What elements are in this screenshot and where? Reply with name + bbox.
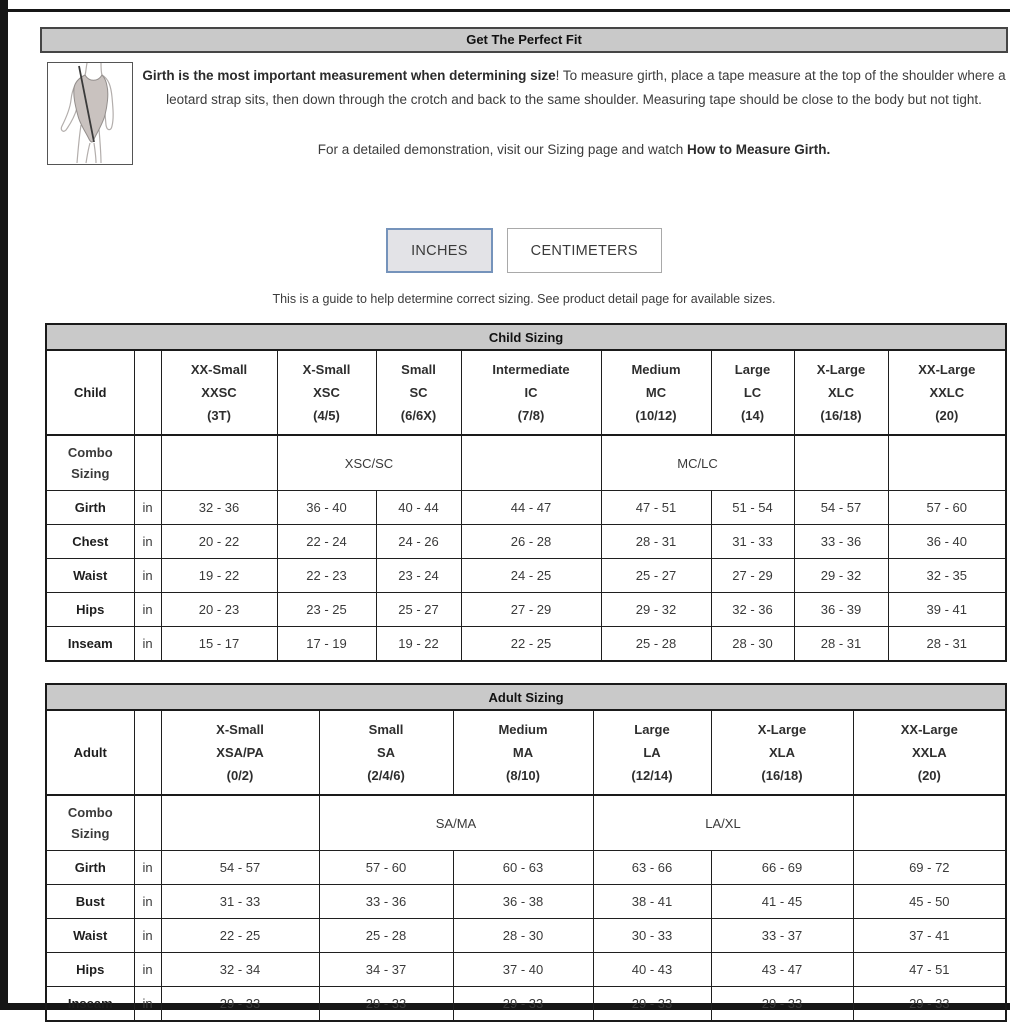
page-frame-top [8, 9, 1010, 12]
value-cell: 24 - 25 [461, 559, 601, 593]
size-range: (7/8) [517, 408, 545, 423]
size-range: (4/5) [313, 408, 340, 423]
size-code: SC [409, 385, 428, 400]
value-cell: 57 - 60 [888, 491, 1006, 525]
unit-cell: in [134, 559, 161, 593]
row-label: Girth [46, 491, 134, 525]
adult-column-headers [46, 710, 1006, 795]
child-inseam-row [46, 627, 1006, 662]
row-label: Inseam [46, 987, 134, 1022]
value-cell: 17 - 19 [277, 627, 376, 662]
child-girth-row [46, 491, 1006, 525]
value-cell: 30 - 33 [593, 919, 711, 953]
value-cell: 27 - 29 [461, 593, 601, 627]
value-cell: 25 - 28 [601, 627, 711, 662]
value-cell: 32 - 36 [711, 593, 794, 627]
value-cell: 34 - 37 [319, 953, 453, 987]
size-name: X-Large [816, 362, 866, 377]
child-chest-row [46, 525, 1006, 559]
value-cell: 25 - 28 [319, 919, 453, 953]
col-x-large-child [794, 350, 888, 435]
value-cell: 24 - 26 [376, 525, 461, 559]
col-x-small-child [277, 350, 376, 435]
unit-toggle [40, 228, 1008, 273]
size-range: (12/14) [631, 768, 673, 783]
size-name: XX-Large [918, 362, 976, 377]
empty-cell [134, 795, 161, 851]
row-label: Girth [46, 851, 134, 885]
value-cell: 37 - 41 [853, 919, 1006, 953]
demo-bold: How to Measure Girth. [686, 142, 831, 157]
empty-cell [161, 795, 319, 851]
value-cell: 54 - 57 [161, 851, 319, 885]
size-code: LA [643, 745, 661, 760]
row-label: Inseam [46, 627, 134, 662]
adult-combo-row [46, 795, 1006, 851]
size-name: Large [734, 362, 771, 377]
child-hips-row [46, 593, 1006, 627]
value-cell: 54 - 57 [794, 491, 888, 525]
combo-group: MC/LC [601, 435, 794, 491]
row-label: Chest [46, 525, 134, 559]
value-cell: 29 - 33 [319, 987, 453, 1022]
value-cell: 33 - 36 [319, 885, 453, 919]
combo-sizing-label: Combo Sizing [46, 795, 134, 851]
value-cell: 45 - 50 [853, 885, 1006, 919]
value-cell: 23 - 25 [277, 593, 376, 627]
size-code: SA [376, 745, 396, 760]
col-x-large-adult [711, 710, 853, 795]
combo-group: XSC/SC [277, 435, 461, 491]
value-cell: 66 - 69 [711, 851, 853, 885]
child-column-headers [46, 350, 1006, 435]
intro-paragraph [140, 62, 1008, 162]
value-cell: 51 - 54 [711, 491, 794, 525]
empty-cell [134, 435, 161, 491]
value-cell: 15 - 17 [161, 627, 277, 662]
size-range: (3T) [207, 408, 231, 423]
adult-inseam-row [46, 987, 1006, 1022]
size-range: (8/10) [506, 768, 540, 783]
adult-sizing-table [45, 683, 1007, 1022]
unit-cell: in [134, 953, 161, 987]
size-name: XX-Large [900, 722, 958, 737]
col-medium-adult [453, 710, 593, 795]
value-cell: 19 - 22 [161, 559, 277, 593]
size-code: XSA/PA [216, 745, 264, 760]
value-cell: 29 - 33 [453, 987, 593, 1022]
value-cell: 28 - 31 [601, 525, 711, 559]
child-combo-row [46, 435, 1006, 491]
size-range: (16/18) [820, 408, 862, 423]
adult-girth-row [46, 851, 1006, 885]
size-range: (14) [740, 408, 765, 423]
size-range: (6/6X) [400, 408, 437, 423]
unit-cell: in [134, 593, 161, 627]
value-cell: 31 - 33 [161, 885, 319, 919]
value-cell: 29 - 33 [593, 987, 711, 1022]
size-code: XXLC [929, 385, 965, 400]
value-cell: 25 - 27 [376, 593, 461, 627]
size-name: Large [634, 722, 670, 737]
size-name: Small [368, 722, 404, 737]
intro-lead-rest: ! To measure girth, place a tape measure at the top of the shoulder where a leotard strap sits, then down through the crotch and back to the same shoulder. Measuring tape should be close to the body but not tight. [166, 68, 1006, 107]
col-large-adult [593, 710, 711, 795]
value-cell: 29 - 32 [601, 593, 711, 627]
unit-cell: in [134, 851, 161, 885]
value-cell: 31 - 33 [711, 525, 794, 559]
demo-text: For a detailed demonstration, visit our Sizing page and watch [317, 142, 687, 157]
child-section-title: Child Sizing [46, 324, 1006, 350]
col-xx-large-adult [853, 710, 1006, 795]
value-cell: 32 - 36 [161, 491, 277, 525]
intro-section [40, 62, 1008, 212]
unit-cell: in [134, 919, 161, 953]
value-cell: 39 - 41 [888, 593, 1006, 627]
value-cell: 37 - 40 [453, 953, 593, 987]
value-cell: 22 - 25 [461, 627, 601, 662]
child-waist-row [46, 559, 1006, 593]
combo-group: SA/MA [319, 795, 593, 851]
col-xx-small-child [161, 350, 277, 435]
size-range: (16/18) [761, 768, 803, 783]
adult-section-title: Adult Sizing [46, 684, 1006, 710]
guide-note: This is a guide to help determine correct sizing. See product detail page for available sizes. [272, 292, 776, 306]
col-intermediate-child [461, 350, 601, 435]
unit-cell: in [134, 885, 161, 919]
value-cell: 20 - 22 [161, 525, 277, 559]
col-xx-large-child [888, 350, 1006, 435]
size-code: XLA [769, 745, 795, 760]
empty-cell [888, 435, 1006, 491]
size-code: XSC [313, 385, 340, 400]
value-cell: 69 - 72 [853, 851, 1006, 885]
value-cell: 60 - 63 [453, 851, 593, 885]
intro-lead-bold: Girth is the most important measurement when determining size [142, 68, 556, 83]
size-code: XXSC [201, 385, 237, 400]
empty-cell [461, 435, 601, 491]
value-cell: 25 - 27 [601, 559, 711, 593]
size-range: (10/12) [635, 408, 677, 423]
col-small-child [376, 350, 461, 435]
size-code: IC [524, 385, 538, 400]
value-cell: 36 - 40 [888, 525, 1006, 559]
row-label: Hips [46, 593, 134, 627]
size-code: XLC [828, 385, 854, 400]
value-cell: 47 - 51 [853, 953, 1006, 987]
adult-hips-row [46, 953, 1006, 987]
size-name: Small [401, 362, 436, 377]
size-name: X-Small [216, 722, 264, 737]
empty-cell [853, 795, 1006, 851]
value-cell: 47 - 51 [601, 491, 711, 525]
value-cell: 22 - 24 [277, 525, 376, 559]
unit-cell: in [134, 525, 161, 559]
value-cell: 33 - 36 [794, 525, 888, 559]
value-cell: 36 - 38 [453, 885, 593, 919]
empty-cell [161, 435, 277, 491]
row-label: Bust [46, 885, 134, 919]
value-cell: 29 - 32 [794, 559, 888, 593]
value-cell: 41 - 45 [711, 885, 853, 919]
size-code: XXLA [911, 745, 947, 760]
size-range: (0/2) [226, 768, 254, 783]
value-cell: 36 - 40 [277, 491, 376, 525]
value-cell: 22 - 23 [277, 559, 376, 593]
size-name: Intermediate [492, 362, 570, 377]
combo-sizing-label: Combo Sizing [46, 435, 134, 491]
size-code: MC [645, 385, 667, 400]
sizing-guide-page [40, 27, 1008, 1022]
value-cell: 28 - 31 [888, 627, 1006, 662]
value-cell: 28 - 31 [794, 627, 888, 662]
size-name: X-Small [302, 362, 351, 377]
empty-cell [794, 435, 888, 491]
centimeters-button[interactable]: CENTIMETERS [507, 228, 662, 273]
child-row-label-header: Child [46, 350, 134, 435]
girth-measurement-illustration [47, 62, 133, 165]
size-name: XX-Small [190, 362, 248, 377]
size-range: (20) [935, 408, 959, 423]
size-name: Medium [631, 362, 681, 377]
adult-row-label-header: Adult [46, 710, 134, 795]
value-cell: 63 - 66 [593, 851, 711, 885]
unit-cell: in [134, 987, 161, 1022]
value-cell: 26 - 28 [461, 525, 601, 559]
combo-group: LA/XL [593, 795, 853, 851]
value-cell: 36 - 39 [794, 593, 888, 627]
value-cell: 29 - 33 [853, 987, 1006, 1022]
col-large-child [711, 350, 794, 435]
page-title: Get The Perfect Fit [40, 27, 1008, 53]
demo-line [140, 138, 1008, 162]
row-label: Hips [46, 953, 134, 987]
value-cell: 28 - 30 [711, 627, 794, 662]
value-cell: 40 - 43 [593, 953, 711, 987]
row-label: Waist [46, 559, 134, 593]
adult-bust-row [46, 885, 1006, 919]
size-code: LC [743, 385, 762, 400]
col-x-small-adult [161, 710, 319, 795]
size-range: (20) [917, 768, 941, 783]
inches-button[interactable]: INCHES [386, 228, 493, 273]
col-medium-child [601, 350, 711, 435]
row-label: Waist [46, 919, 134, 953]
leotard-figure-icon [48, 63, 132, 164]
size-name: Medium [498, 722, 548, 737]
unit-cell: in [134, 627, 161, 662]
value-cell: 33 - 37 [711, 919, 853, 953]
value-cell: 27 - 29 [711, 559, 794, 593]
value-cell: 32 - 34 [161, 953, 319, 987]
value-cell: 29 - 33 [161, 987, 319, 1022]
adult-waist-row [46, 919, 1006, 953]
value-cell: 28 - 30 [453, 919, 593, 953]
col-small-adult [319, 710, 453, 795]
value-cell: 43 - 47 [711, 953, 853, 987]
value-cell: 20 - 23 [161, 593, 277, 627]
value-cell: 40 - 44 [376, 491, 461, 525]
value-cell: 19 - 22 [376, 627, 461, 662]
value-cell: 32 - 35 [888, 559, 1006, 593]
value-cell: 22 - 25 [161, 919, 319, 953]
unit-column-header [134, 710, 161, 795]
size-code: MA [512, 745, 534, 760]
size-name: X-Large [757, 722, 807, 737]
value-cell: 38 - 41 [593, 885, 711, 919]
child-sizing-table [45, 323, 1007, 662]
value-cell: 57 - 60 [319, 851, 453, 885]
value-cell: 29 - 33 [711, 987, 853, 1022]
unit-cell: in [134, 491, 161, 525]
value-cell: 23 - 24 [376, 559, 461, 593]
size-range: (2/4/6) [367, 768, 405, 783]
unit-column-header [134, 350, 161, 435]
value-cell: 44 - 47 [461, 491, 601, 525]
page-frame-left [0, 0, 8, 1010]
